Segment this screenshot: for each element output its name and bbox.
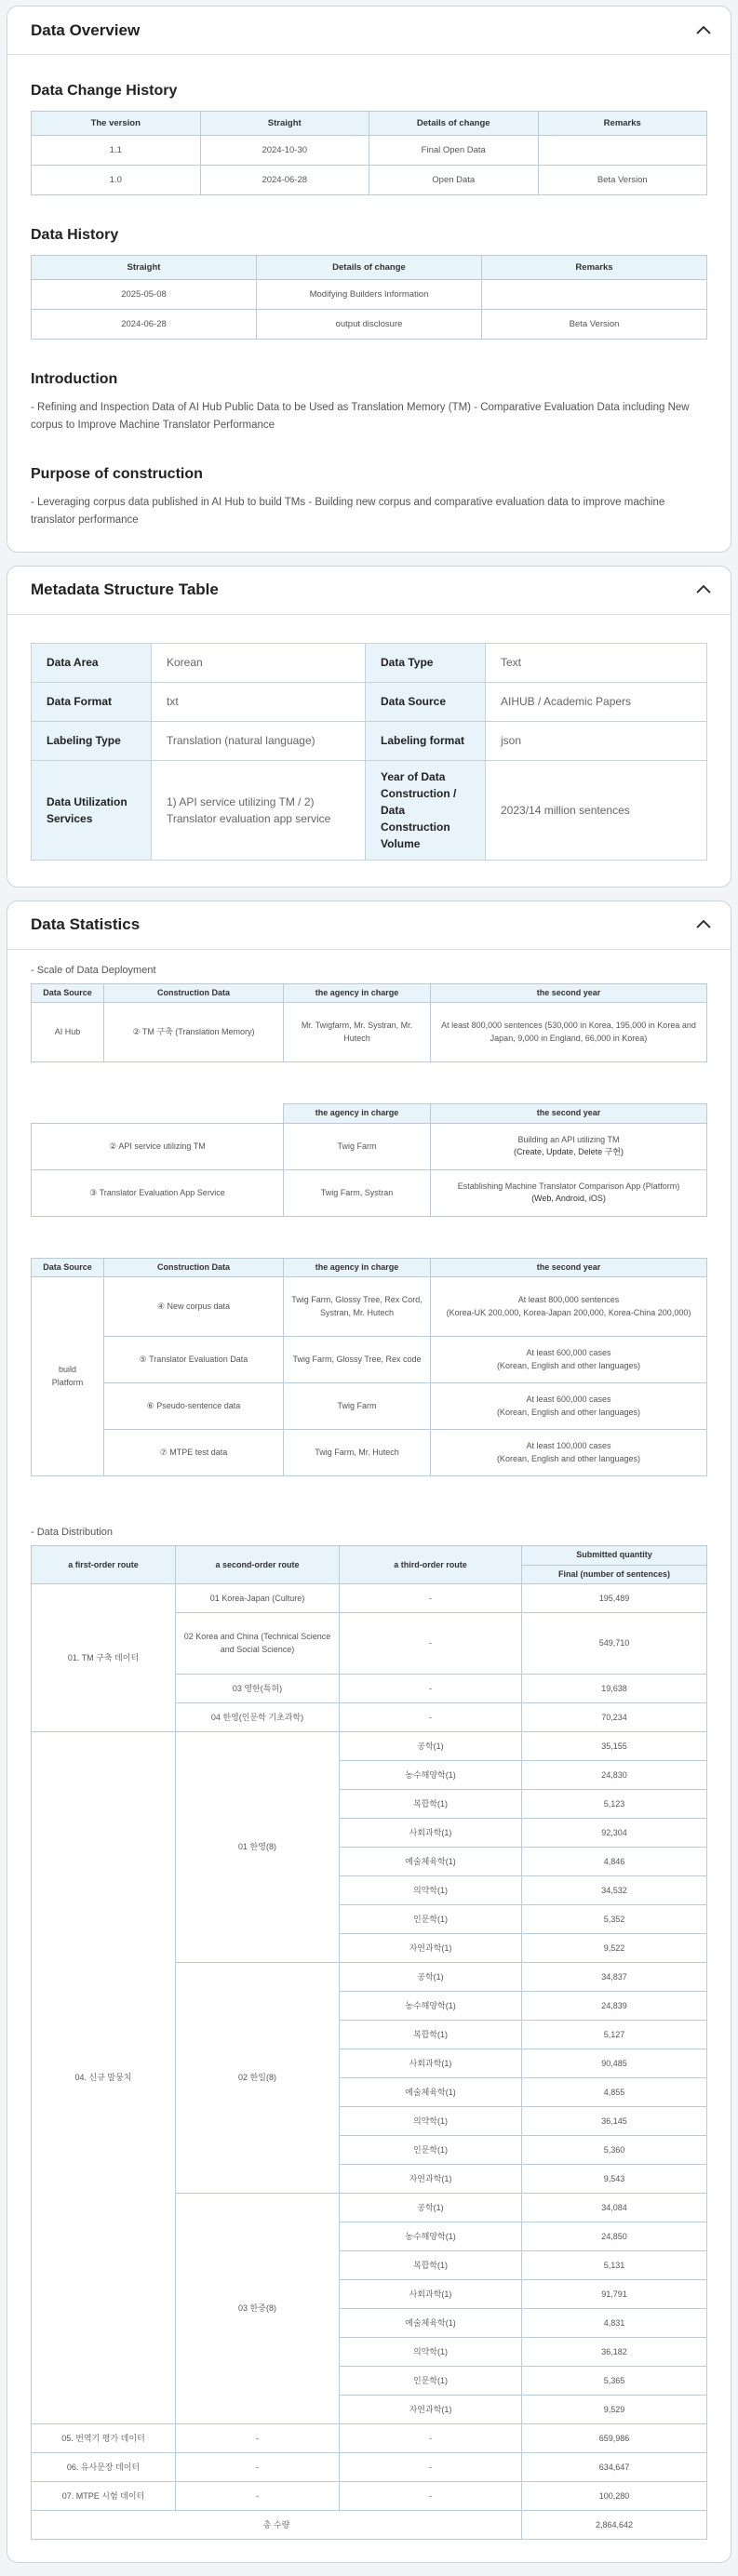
data-history-table <box>31 255 707 340</box>
table-cell: 의약학(1) <box>340 2107 522 2136</box>
table-cell: - <box>340 1703 522 1732</box>
table-cell: 70,234 <box>522 1703 707 1732</box>
table-cell: build Platform <box>32 1277 104 1476</box>
table-row <box>32 1277 707 1337</box>
purpose-text: - Leveraging corpus data published in AI Hub to build TMs - Building new corpus and comparative evaluation data to improve machine translator performance <box>31 496 665 526</box>
table-row <box>32 1430 707 1476</box>
meta-key: Data Source <box>366 682 486 721</box>
table-row <box>32 310 707 340</box>
table-cell: Final Open Data <box>369 136 539 166</box>
table-cell: 02 한일(8) <box>176 1963 340 2194</box>
chevron-up-icon[interactable] <box>693 914 714 935</box>
table-cell: 92,304 <box>522 1819 707 1848</box>
table-cell: 90,485 <box>522 2049 707 2078</box>
table-cell: 91,791 <box>522 2280 707 2309</box>
table-cell: 예술체육학(1) <box>340 2078 522 2107</box>
table-cell: 634,647 <box>522 2453 707 2482</box>
table-row <box>32 1003 707 1062</box>
distribution-label: - Data Distribution <box>31 1527 114 1539</box>
table-row <box>32 1337 707 1383</box>
statistics-header[interactable] <box>7 901 731 950</box>
introduction-title: Introduction <box>31 371 118 387</box>
table-header: the second year <box>431 1104 707 1124</box>
cell-line: Building an API utilizing TM <box>517 1134 620 1144</box>
table-cell: 24,830 <box>522 1761 707 1790</box>
table-cell: 농수해양학(1) <box>340 2222 522 2251</box>
chevron-up-icon[interactable] <box>693 580 714 600</box>
table-cell: 19,638 <box>522 1675 707 1703</box>
table-cell: 5,365 <box>522 2367 707 2396</box>
meta-key: Data Utilization Services <box>32 760 152 860</box>
table-header: Data Source <box>32 1258 104 1277</box>
cell-line: At least 600,000 cases <box>526 1348 611 1358</box>
table-cell: 02 Korea and China (Technical Science and Social Science) <box>176 1613 340 1675</box>
table-cell: Twig Farm, Glossy Tree, Rex code <box>284 1337 431 1383</box>
table-cell: 4,846 <box>522 1848 707 1876</box>
table-header: Remarks <box>482 256 707 280</box>
table-header: the agency in charge <box>284 1104 431 1124</box>
cell-line: At least 800,000 sentences <box>517 1295 620 1305</box>
table-header: Construction Data <box>104 983 284 1003</box>
table-cell: At least 800,000 sentences (530,000 in Korea, 195,000 in Korea and Japan, 9,000 in England, 66,000 in Korea) <box>431 1003 707 1062</box>
table-cell: 공학(1) <box>340 1732 522 1761</box>
table-row <box>32 136 707 166</box>
cell-line: Establishing Machine Translator Comparison App (Platform) <box>457 1181 680 1191</box>
table-cell: 인문학(1) <box>340 2136 522 2165</box>
metadata-panel <box>7 566 731 888</box>
table-cell: - <box>176 2482 340 2511</box>
table-cell: 5,352 <box>522 1905 707 1934</box>
distribution-table <box>31 1545 707 2540</box>
cell-line: (Korean, English and other languages) <box>496 1453 641 1463</box>
table-header: Construction Data <box>104 1258 284 1277</box>
table-row <box>32 721 707 760</box>
table-cell: ⑦ MTPE test data <box>104 1430 284 1476</box>
cell-line: (Korean, English and other languages) <box>496 1407 641 1417</box>
table-cell: 03 한중(8) <box>176 2194 340 2424</box>
statistics-title: Data Statistics <box>31 915 141 934</box>
table-cell: 36,182 <box>522 2338 707 2367</box>
table-row <box>32 760 707 860</box>
table-cell: 36,145 <box>522 2107 707 2136</box>
total-value: 2,864,642 <box>522 2511 707 2540</box>
table-header: Straight <box>32 256 257 280</box>
purpose-title: Purpose of construction <box>31 465 203 482</box>
table-cell: - <box>176 2453 340 2482</box>
meta-key: Year of Data Construction / Data Construction Volume <box>366 760 486 860</box>
table-cell: Open Data <box>369 166 539 195</box>
table-header: a second-order route <box>176 1546 340 1584</box>
table-cell: 자연과학(1) <box>340 2165 522 2194</box>
table-row <box>32 1169 707 1216</box>
table-cell: - <box>340 2453 522 2482</box>
table-row <box>32 166 707 195</box>
meta-value: 2023/14 million sentences <box>486 760 707 860</box>
table-cell: Twig Farm, Glossy Tree, Rex Cord, Systran, Mr. Hutech <box>284 1277 431 1337</box>
data-overview-panel <box>7 6 731 553</box>
table-cell: 01 Korea-Japan (Culture) <box>176 1584 340 1613</box>
table-cell: 100,280 <box>522 2482 707 2511</box>
table-cell: 659,986 <box>522 2424 707 2453</box>
data-history-title: Data History <box>31 227 119 243</box>
table-cell: ③ Translator Evaluation App Service <box>32 1169 284 1216</box>
table-cell: 34,532 <box>522 1876 707 1905</box>
scale-label: - Scale of Data Deployment <box>31 964 156 976</box>
table-cell: - <box>176 2424 340 2453</box>
meta-key: Data Type <box>366 643 486 682</box>
table-cell: 9,529 <box>522 2396 707 2424</box>
table-row <box>32 280 707 310</box>
table-cell: 1.0 <box>32 166 201 195</box>
table-cell: 2024-06-28 <box>200 166 369 195</box>
table-cell: 의약학(1) <box>340 2338 522 2367</box>
table-header: Details of change <box>257 256 482 280</box>
table-cell: ⑥ Pseudo-sentence data <box>104 1383 284 1430</box>
table-cell: 공학(1) <box>340 2194 522 2222</box>
data-overview-header[interactable] <box>7 7 731 55</box>
table-cell: 5,127 <box>522 2021 707 2049</box>
table-cell: 복합학(1) <box>340 2021 522 2049</box>
meta-value: txt <box>152 682 366 721</box>
table-cell: - <box>340 1613 522 1675</box>
table-cell: 2024-06-28 <box>32 310 257 340</box>
table-cell <box>431 1277 707 1337</box>
table-cell: Twig Farm, Systran <box>284 1169 431 1216</box>
table-row <box>32 1123 707 1169</box>
table-row <box>32 2453 707 2482</box>
table-cell <box>482 280 707 310</box>
data-overview-title: Data Overview <box>31 20 141 39</box>
table-header: the agency in charge <box>284 1258 431 1277</box>
table-cell: Mr. Twigfarm, Mr. Systran, Mr. Hutech <box>284 1003 431 1062</box>
table-cell: 사회과학(1) <box>340 2049 522 2078</box>
table-cell: 인문학(1) <box>340 1905 522 1934</box>
table-cell: 자연과학(1) <box>340 1934 522 1963</box>
table-cell: 35,155 <box>522 1732 707 1761</box>
table-cell: 복합학(1) <box>340 2251 522 2280</box>
table-cell: 9,522 <box>522 1934 707 1963</box>
table-header: a third-order route <box>340 1546 522 1584</box>
table-header: Data Source <box>32 983 104 1003</box>
table-header: Submitted quantity <box>522 1546 707 1566</box>
cell-line: (Korea-UK 200,000, Korea-Japan 200,000, Korea-China 200,000) <box>446 1307 691 1317</box>
table-cell: ② API service utilizing TM <box>32 1123 284 1169</box>
table-cell: 1.1 <box>32 136 201 166</box>
table-cell: 농수해양학(1) <box>340 1992 522 2021</box>
meta-key: Data Area <box>32 643 152 682</box>
meta-key: Labeling Type <box>32 721 152 760</box>
meta-value: AIHUB / Academic Papers <box>486 682 707 721</box>
table-cell: output disclosure <box>257 310 482 340</box>
table-header: the agency in charge <box>284 983 431 1003</box>
table-cell: 인문학(1) <box>340 2367 522 2396</box>
table-cell: 사회과학(1) <box>340 2280 522 2309</box>
table-header: the second year <box>431 1258 707 1277</box>
total-label: 총 수량 <box>32 2511 522 2540</box>
table-cell: 복합학(1) <box>340 1790 522 1819</box>
table-cell: 03 영한(특허) <box>176 1675 340 1703</box>
change-history-title: Data Change History <box>31 83 178 99</box>
table-cell: Modifying Builders Information <box>257 280 482 310</box>
table-cell: 01 한영(8) <box>176 1732 340 1963</box>
table-cell: ④ New corpus data <box>104 1277 284 1337</box>
table-cell: 04. 신규 말뭉치 <box>32 1732 176 2424</box>
table-cell: 195,489 <box>522 1584 707 1613</box>
table-cell: - <box>340 2482 522 2511</box>
total-row <box>32 2511 707 2540</box>
meta-key: Labeling format <box>366 721 486 760</box>
table-cell: 5,123 <box>522 1790 707 1819</box>
table-cell: 4,855 <box>522 2078 707 2107</box>
change-history-table <box>31 111 707 195</box>
meta-key: Data Format <box>32 682 152 721</box>
deployment-table-1 <box>31 983 707 1063</box>
table-row <box>32 2424 707 2453</box>
table-cell <box>431 1169 707 1216</box>
table-cell: Twig Farm <box>284 1123 431 1169</box>
table-cell: ⑤ Translator Evaluation Data <box>104 1337 284 1383</box>
table-cell: Beta Version <box>482 310 707 340</box>
table-cell: - <box>340 2424 522 2453</box>
cell-line: (Korean, English and other languages) <box>496 1360 641 1370</box>
table-header: The version <box>32 112 201 136</box>
table-cell: 5,360 <box>522 2136 707 2165</box>
table-cell <box>431 1337 707 1383</box>
cell-line: At least 600,000 cases <box>526 1395 611 1405</box>
table-cell: 24,839 <box>522 1992 707 2021</box>
table-cell <box>431 1383 707 1430</box>
table-cell: 예술체육학(1) <box>340 2309 522 2338</box>
meta-value: Translation (natural language) <box>152 721 366 760</box>
table-cell: 농수해양학(1) <box>340 1761 522 1790</box>
table-cell: 07. MTPE 시험 데이터 <box>32 2482 176 2511</box>
cell-line: (Web, Android, iOS) <box>531 1194 606 1204</box>
table-row <box>32 1383 707 1430</box>
table-cell: Beta Version <box>538 166 707 195</box>
table-cell: 06. 유사문장 데이터 <box>32 2453 176 2482</box>
meta-value: 1) API service utilizing TM / 2) Translator evaluation app service <box>152 760 366 860</box>
table-row <box>32 643 707 682</box>
table-cell: 05. 번역기 평가 데이터 <box>32 2424 176 2453</box>
meta-value: Korean <box>152 643 366 682</box>
table-cell: 2024-10-30 <box>200 136 369 166</box>
table-row <box>32 1732 707 1761</box>
table-cell: ② TM 구축 (Translation Memory) <box>104 1003 284 1062</box>
table-cell <box>431 1430 707 1476</box>
table-cell: 9,543 <box>522 2165 707 2194</box>
table-header: Details of change <box>369 112 539 136</box>
deployment-table-2 <box>31 1103 707 1217</box>
table-header: the second year <box>431 983 707 1003</box>
table-header: Remarks <box>538 112 707 136</box>
deployment-table-3 <box>31 1258 707 1477</box>
table-cell: - <box>340 1584 522 1613</box>
metadata-table <box>31 643 707 861</box>
table-cell: 04 한영(인문학 기초과학) <box>176 1703 340 1732</box>
table-header: Final (number of sentences) <box>522 1565 707 1584</box>
table-cell: 5,131 <box>522 2251 707 2280</box>
table-cell: 2025-05-08 <box>32 280 257 310</box>
cell-line: (Create, Update, Delete 구현) <box>514 1147 624 1157</box>
table-cell: 공학(1) <box>340 1963 522 1992</box>
table-header: Straight <box>200 112 369 136</box>
table-cell: 의약학(1) <box>340 1876 522 1905</box>
chevron-up-icon[interactable] <box>693 20 714 41</box>
table-row <box>32 1584 707 1613</box>
meta-value: json <box>486 721 707 760</box>
table-cell: 사회과학(1) <box>340 1819 522 1848</box>
cell-line: At least 100,000 cases <box>526 1441 611 1451</box>
table-cell: 34,837 <box>522 1963 707 1992</box>
metadata-header[interactable] <box>7 567 731 615</box>
table-cell <box>538 136 707 166</box>
table-cell: 34,084 <box>522 2194 707 2222</box>
table-cell: AI Hub <box>32 1003 104 1062</box>
table-cell: 24,850 <box>522 2222 707 2251</box>
table-cell: Twig Farm, Mr. Hutech <box>284 1430 431 1476</box>
table-cell: - <box>340 1675 522 1703</box>
table-cell <box>431 1123 707 1169</box>
table-header: a first-order route <box>32 1546 176 1584</box>
metadata-title: Metadata Structure Table <box>31 581 219 599</box>
table-cell: Twig Farm <box>284 1383 431 1430</box>
table-row <box>32 682 707 721</box>
meta-value: Text <box>486 643 707 682</box>
introduction-text: - Refining and Inspection Data of AI Hub Public Data to be Used as Translation Memory (TM) - Comparative Evaluation Data including New corpus to Improve Machine Translator Performance <box>31 402 690 431</box>
statistics-panel <box>7 901 731 2564</box>
table-row <box>32 2482 707 2511</box>
table-cell: 01. TM 구축 데이터 <box>32 1584 176 1732</box>
table-cell: 549,710 <box>522 1613 707 1675</box>
table-cell: 4,831 <box>522 2309 707 2338</box>
table-cell: 예술체육학(1) <box>340 1848 522 1876</box>
table-cell: 자연과학(1) <box>340 2396 522 2424</box>
